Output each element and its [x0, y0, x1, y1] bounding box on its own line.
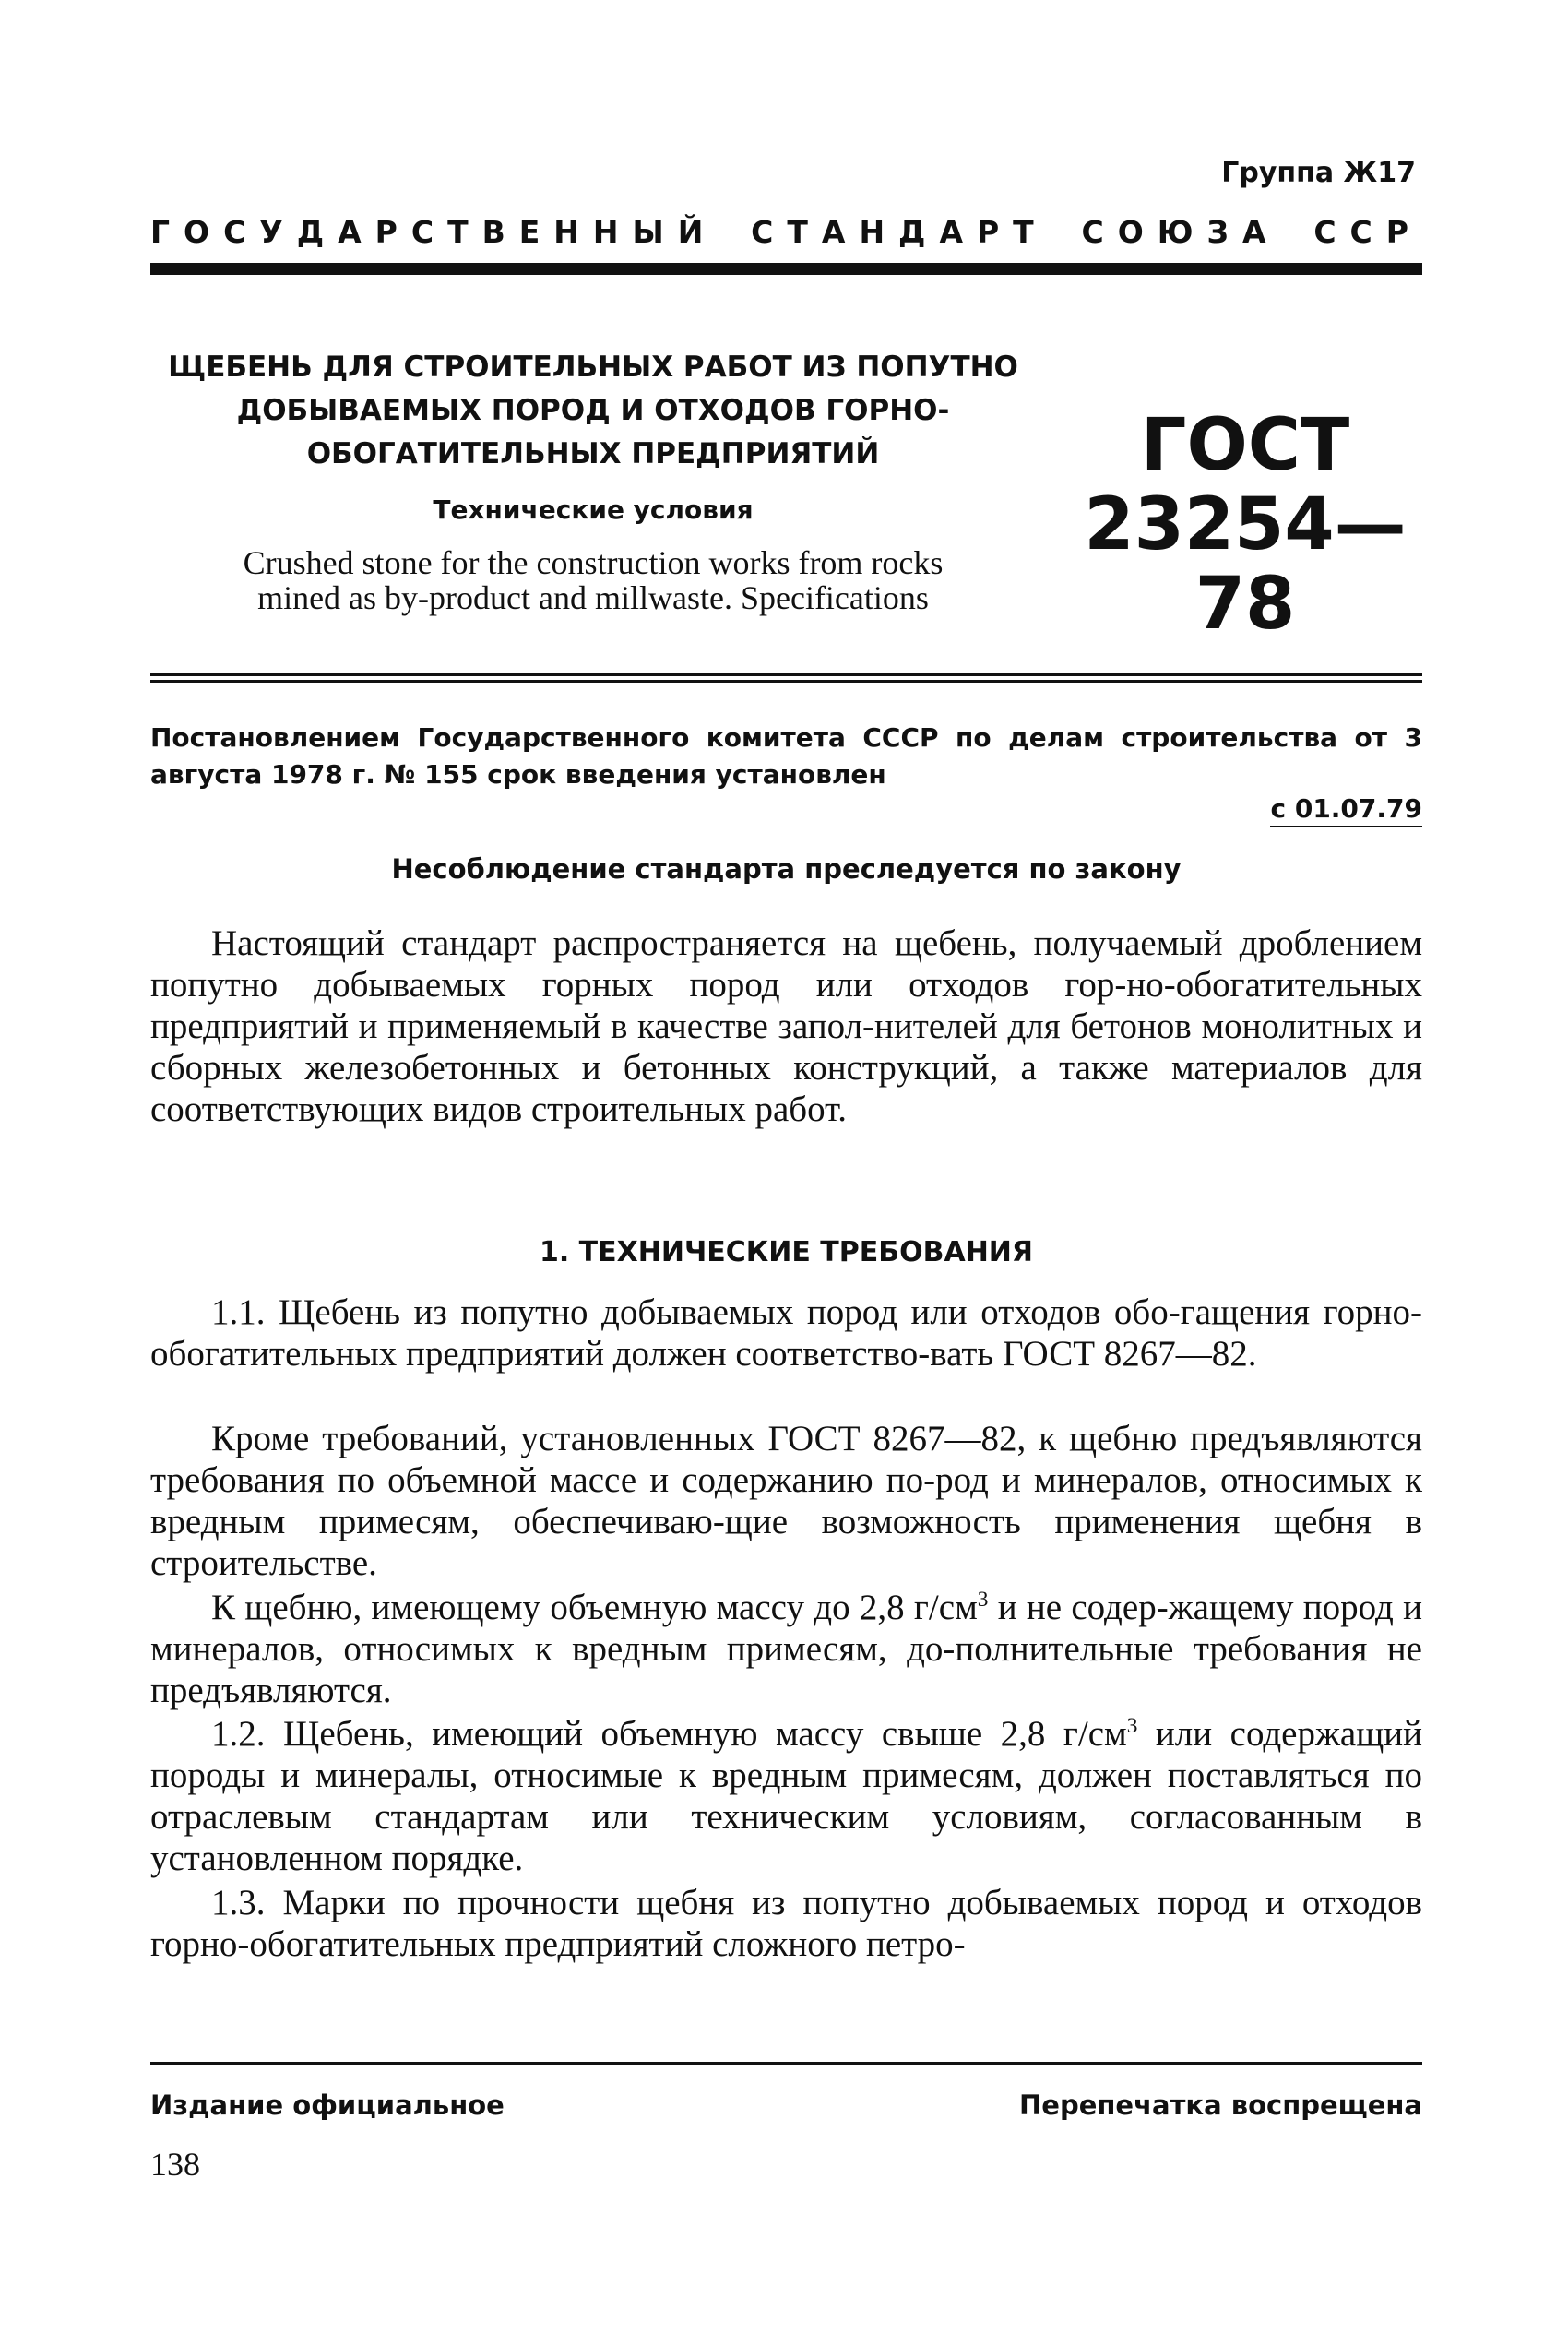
- text-fragment: 1.2. Щебень, имеющий объемную массу свыше 2,8 г/см: [211, 1714, 1127, 1754]
- title-rule-bottom: [150, 680, 1422, 683]
- standard-title-block: [150, 346, 1036, 615]
- title-russian: [150, 346, 1036, 476]
- section-heading: 1. ТЕХНИЧЕСКИЕ ТРЕБОВАНИЯ: [539, 1236, 1034, 1268]
- text-fragment: и не содер-жащему пород и минералов, относимых к вредным примесям, до-полнительные требования не предъявляются.: [150, 1588, 1422, 1710]
- paragraph-density-limit: [150, 1587, 1422, 1711]
- paragraph-1-1: 1.1. Щебень из попутно добываемых пород или отходов обо-гащения горно-обогатительных предприятий должен соответство-вать ГОСТ 8267—82.: [150, 1292, 1422, 1374]
- superscript: 3: [1126, 1714, 1138, 1738]
- title-line: ЩЕБЕНЬ ДЛЯ СТРОИТЕЛЬНЫХ РАБОТ ИЗ ПОПУТНО: [168, 351, 1018, 384]
- superscript: 3: [977, 1588, 989, 1612]
- group-code: Группа Ж17: [1221, 157, 1416, 189]
- heading-word: ГОСУДАРСТВЕННЫЙ: [150, 214, 718, 250]
- paragraph-1-3: 1.3. Марки по прочности щебня из попутно добываемых пород и отходов горно-обогатительных предприятий сложного петро-: [150, 1883, 1422, 1964]
- gost-label: ГОСТ: [1140, 404, 1350, 487]
- title-en-line: mined as by-product and millwaste. Specifications: [257, 579, 929, 616]
- paragraph-additional-requirements: Кроме требований, установленных ГОСТ 8267—82, к щебню предъявляются требования по объемной массе и содержанию по-род и минералов, относимых к вредным примесям, обеспечиваю-щие возможность применения щебня в строительстве.: [150, 1419, 1422, 1583]
- footer-reprint-prohibited: Перепечатка воспрещена: [1019, 2089, 1422, 2121]
- gost-number: 23254—78: [1084, 483, 1407, 646]
- header-rule: [150, 263, 1422, 275]
- footer-official-edition: Издание официальное: [150, 2089, 505, 2121]
- title-rule-top: [150, 673, 1422, 676]
- effective-date: с 01.07.79: [1270, 793, 1422, 827]
- text-fragment: или содержащий породы и минералы, относимые к вредным примесям, должен поставляться по отраслевым стандартам или техническим условиям, согласованным в установленном порядке.: [150, 1714, 1423, 1878]
- title-subtitle: Технические условия: [433, 494, 754, 525]
- footer-rule: [150, 2062, 1422, 2065]
- title-en-line: Crushed stone for the construction works from rocks: [243, 544, 944, 581]
- legal-notice: Несоблюдение стандарта преследуется по закону: [391, 853, 1182, 885]
- text-fragment: К щебню, имеющему объемную массу до 2,8 г/см: [211, 1588, 978, 1627]
- heading-word: ССР: [1313, 214, 1422, 250]
- heading-word: СТАНДАРТ: [751, 214, 1048, 250]
- intro-paragraph: Настоящий стандарт распространяется на щебень, получаемый дроблением попутно добываемых горных пород или отходов гор-но-обогатительных предприятий и применяемый в качестве запол-нителей для бетонов монолитных и сборных железобетонных и бетонных конструкций, а также материалов для соответствующих видов строительных работ.: [150, 923, 1422, 1129]
- title-english: [150, 545, 1036, 615]
- heading-word: СОЮЗА: [1081, 214, 1280, 250]
- decree-text: Постановлением Государственного комитета СССР по делам строительства от 3 августа 1978 г. № 155 срок введения установлен: [150, 722, 1422, 790]
- state-standard-heading: [150, 214, 1422, 250]
- gost-designation: [1061, 406, 1430, 644]
- title-line: ДОБЫВАЕМЫХ ПОРОД И ОТХОДОВ ГОРНО-: [236, 394, 950, 427]
- page-number: 138: [150, 2146, 200, 2183]
- paragraph-1-2: [150, 1713, 1422, 1879]
- title-line: ОБОГАТИТЕЛЬНЫХ ПРЕДПРИЯТИЙ: [306, 437, 880, 470]
